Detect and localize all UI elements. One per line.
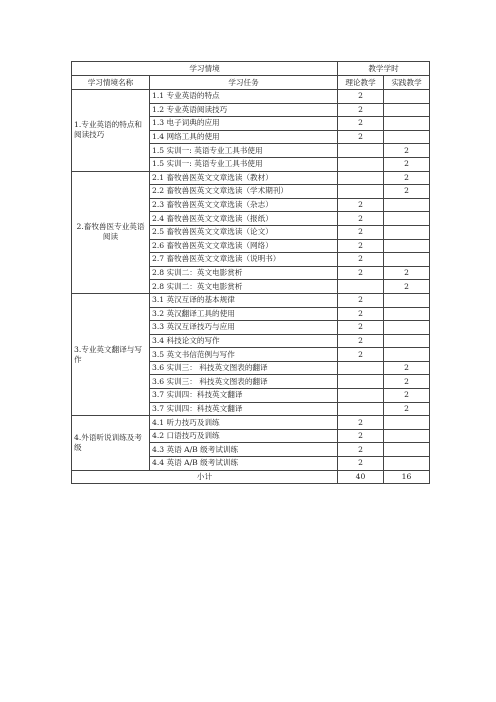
- theory-hours-cell: 2: [338, 443, 384, 457]
- practice-hours-cell: [384, 443, 430, 457]
- theory-hours-cell: 2: [338, 457, 384, 471]
- task-cell: 3.7 实训四：科技英文翻译: [150, 402, 338, 416]
- practice-hours-cell: 2: [384, 389, 430, 403]
- theory-hours-cell: 2: [338, 293, 384, 307]
- theory-hours-cell: [338, 402, 384, 416]
- theory-hours-cell: [338, 157, 384, 171]
- theory-hours-cell: 2: [338, 416, 384, 430]
- situation-name-cell: 2.畜牧兽医专业英语阅读: [72, 171, 150, 293]
- practice-hours-cell: [384, 348, 430, 362]
- theory-hours-cell: 2: [338, 239, 384, 253]
- practice-hours-cell: [384, 239, 430, 253]
- theory-hours-cell: 2: [338, 334, 384, 348]
- task-cell: 3.5 英文书信范例与写作: [150, 348, 338, 362]
- theory-hours-cell: 2: [338, 348, 384, 362]
- subtotal-theory: 40: [338, 470, 384, 484]
- practice-hours-cell: 2: [384, 157, 430, 171]
- practice-hours-cell: [384, 225, 430, 239]
- task-cell: 4.1 听力技巧及训练: [150, 416, 338, 430]
- theory-hours-cell: [338, 389, 384, 403]
- task-cell: 4.2 口语技巧及训练: [150, 429, 338, 443]
- theory-hours-cell: 2: [338, 429, 384, 443]
- task-cell: 3.4 科技论文的写作: [150, 334, 338, 348]
- table-row: [72, 293, 430, 307]
- task-cell: 1.4 网络工具的使用: [150, 130, 338, 144]
- task-cell: 1.2 专业英语阅读技巧: [150, 103, 338, 117]
- theory-hours-cell: 2: [338, 90, 384, 104]
- practice-hours-cell: [384, 198, 430, 212]
- task-cell: 2.8 实训二：英文电影赏析: [150, 280, 338, 294]
- header-learning-situation: 学习情境: [72, 62, 338, 76]
- practice-hours-cell: [384, 90, 430, 104]
- task-cell: 2.6 畜牧兽医英文文章选读（网络）: [150, 239, 338, 253]
- header-theory-teaching: 理论教学: [338, 76, 384, 90]
- practice-hours-cell: 2: [384, 375, 430, 389]
- task-cell: 2.1 畜牧兽医英文文章选读（教材）: [150, 171, 338, 185]
- task-cell: 4.4 英语 A/B 级考试训练: [150, 457, 338, 471]
- subtotal-label: 小计: [72, 470, 338, 484]
- theory-hours-cell: 2: [338, 212, 384, 226]
- task-cell: 3.3 英汉互译技巧与应用: [150, 321, 338, 335]
- theory-hours-cell: 2: [338, 130, 384, 144]
- theory-hours-cell: [338, 144, 384, 158]
- practice-hours-cell: [384, 416, 430, 430]
- practice-hours-cell: 2: [384, 361, 430, 375]
- theory-hours-cell: 2: [338, 266, 384, 280]
- theory-hours-cell: [338, 171, 384, 185]
- task-cell: 3.2 英汉翻译工具的使用: [150, 307, 338, 321]
- practice-hours-cell: 2: [384, 171, 430, 185]
- theory-hours-cell: 2: [338, 307, 384, 321]
- practice-hours-cell: [384, 212, 430, 226]
- practice-hours-cell: 2: [384, 402, 430, 416]
- situation-name-cell: 3.专业英文翻译与写作: [72, 293, 150, 415]
- header-situation-name: 学习情境名称: [72, 76, 150, 90]
- header-practice-teaching: 实践教学: [384, 76, 430, 90]
- situation-name-cell: 4.外语听说训练及考级: [72, 416, 150, 470]
- teaching-schedule-table: [71, 61, 430, 484]
- task-cell: 3.7 实训四：科技英文翻译: [150, 389, 338, 403]
- theory-hours-cell: 2: [338, 253, 384, 267]
- practice-hours-cell: [384, 130, 430, 144]
- header-row-top: [72, 62, 430, 76]
- practice-hours-cell: [384, 293, 430, 307]
- task-cell: 3.6 实训三： 科技英文图表的翻译: [150, 361, 338, 375]
- task-cell: 2.5 畜牧兽医英文文章选读（论文）: [150, 225, 338, 239]
- practice-hours-cell: [384, 429, 430, 443]
- practice-hours-cell: 2: [384, 280, 430, 294]
- task-cell: 2.4 畜牧兽医英文文章选读（报纸）: [150, 212, 338, 226]
- task-cell: 2.7 畜牧兽医英文文章选读（说明书）: [150, 253, 338, 267]
- task-cell: 2.8 实训二：英文电影赏析: [150, 266, 338, 280]
- practice-hours-cell: [384, 253, 430, 267]
- task-cell: 1.5 实训一: 英语专业工具书使用: [150, 144, 338, 158]
- theory-hours-cell: 2: [338, 198, 384, 212]
- practice-hours-cell: 2: [384, 266, 430, 280]
- task-cell: 1.1 专业英语的特点: [150, 90, 338, 104]
- practice-hours-cell: [384, 307, 430, 321]
- header-learning-task: 学习任务: [150, 76, 338, 90]
- theory-hours-cell: [338, 280, 384, 294]
- table-row: [72, 90, 430, 104]
- task-cell: 1.5 实训一: 英语专业工具书使用: [150, 157, 338, 171]
- task-cell: 3.6 实训三： 科技英文图表的翻译: [150, 375, 338, 389]
- practice-hours-cell: [384, 103, 430, 117]
- header-row-columns: [72, 76, 430, 90]
- theory-hours-cell: [338, 361, 384, 375]
- practice-hours-cell: [384, 321, 430, 335]
- practice-hours-cell: 2: [384, 185, 430, 199]
- practice-hours-cell: [384, 334, 430, 348]
- task-cell: 2.2 畜牧兽医英文文章选读（学术期刊）: [150, 185, 338, 199]
- subtotal-row: [72, 470, 430, 484]
- theory-hours-cell: 2: [338, 225, 384, 239]
- theory-hours-cell: [338, 375, 384, 389]
- task-cell: 1.3 电子词典的应用: [150, 117, 338, 131]
- theory-hours-cell: 2: [338, 103, 384, 117]
- situation-name-cell: 1.专业英语的特点和阅读技巧: [72, 90, 150, 172]
- practice-hours-cell: 2: [384, 144, 430, 158]
- task-cell: 4.3 英语 A/B 级考试训练: [150, 443, 338, 457]
- task-cell: 3.1 英汉互译的基本规律: [150, 293, 338, 307]
- theory-hours-cell: 2: [338, 321, 384, 335]
- subtotal-practice: 16: [384, 470, 430, 484]
- theory-hours-cell: 2: [338, 117, 384, 131]
- practice-hours-cell: [384, 117, 430, 131]
- theory-hours-cell: [338, 185, 384, 199]
- table-row: [72, 416, 430, 430]
- header-teaching-hours: 教学学时: [338, 62, 430, 76]
- practice-hours-cell: [384, 457, 430, 471]
- task-cell: 2.3 畜牧兽医英文文章选读（杂志）: [150, 198, 338, 212]
- schedule-body: [72, 90, 430, 471]
- table-row: [72, 171, 430, 185]
